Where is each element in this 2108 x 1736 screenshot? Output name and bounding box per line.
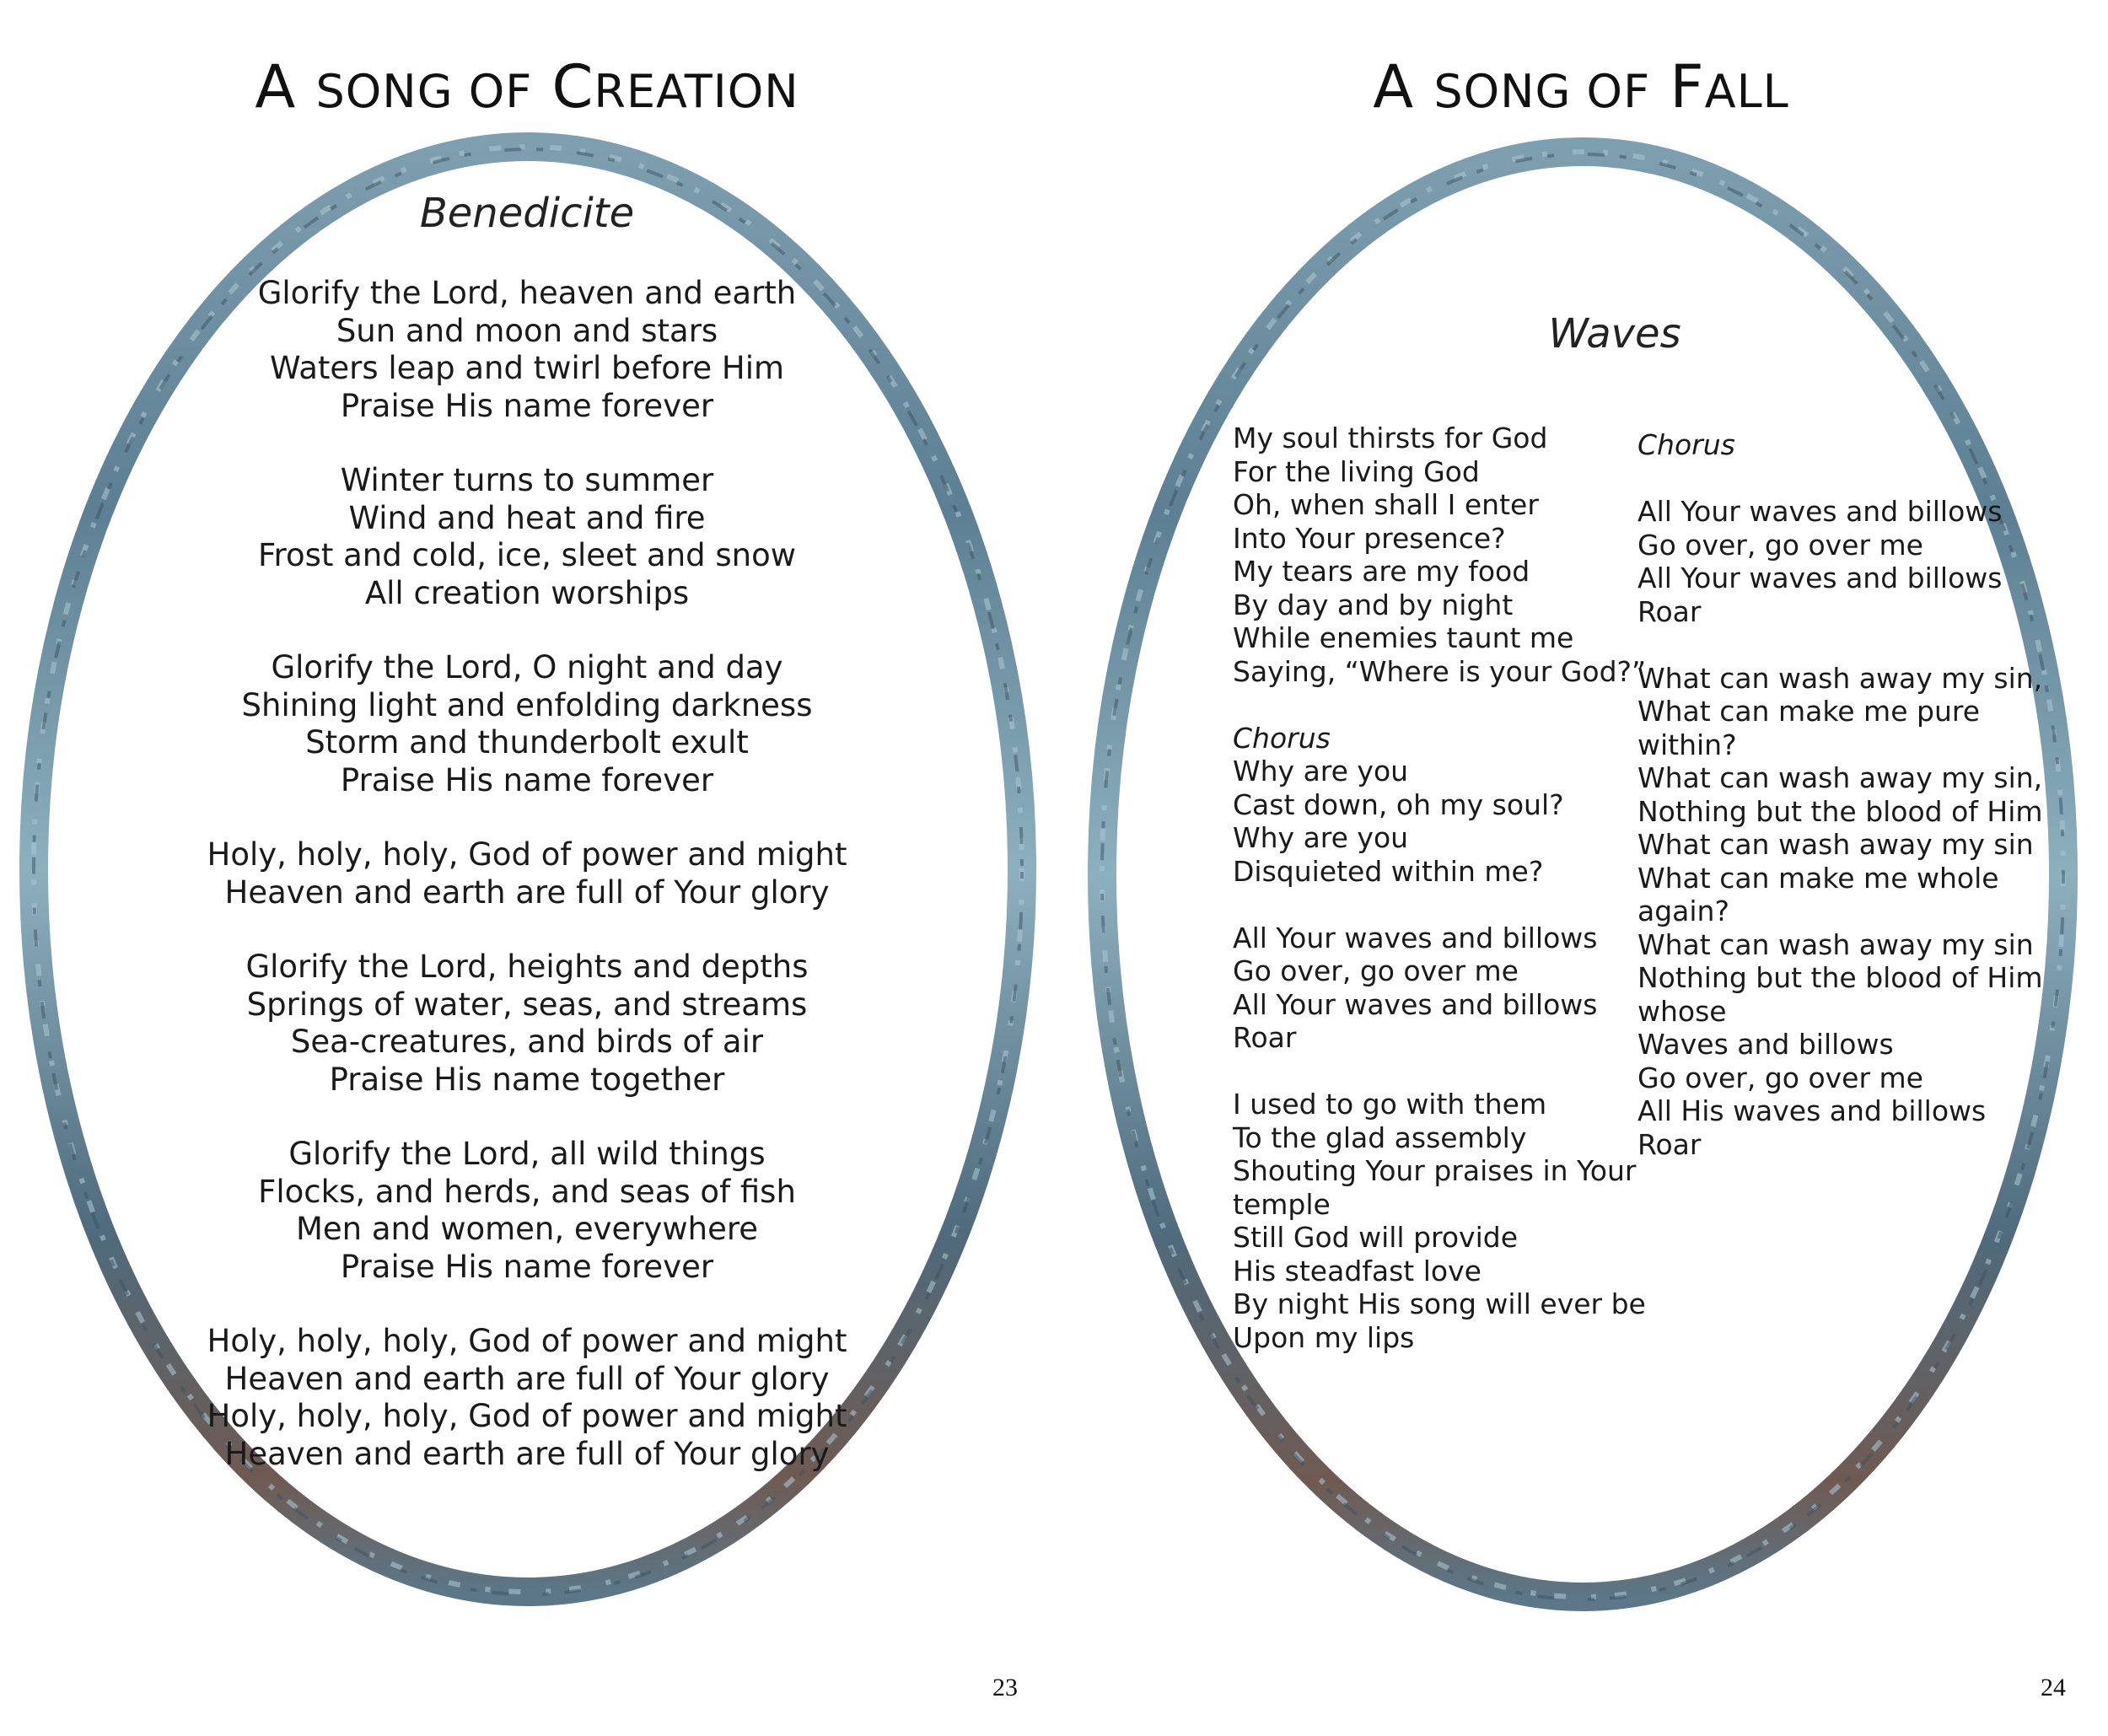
stanza (169, 462, 885, 612)
lyric-line: Nothing but the blood of Him (1637, 794, 2043, 828)
lyric-line: Sea-creatures, and birds of air (290, 1024, 764, 1060)
title-word-cap: C (551, 52, 594, 121)
lyric-line: Springs of water, seas, and streams (246, 986, 808, 1023)
lyric-line: Upon my lips (1233, 1320, 1415, 1354)
chorus-label: Chorus (1637, 428, 1735, 461)
stanza-gap (1233, 888, 1646, 922)
lyric-line: All Your waves and billows (1637, 495, 2003, 528)
lyric-line: What can wash away my sin, (1637, 761, 2043, 794)
lyric-line: Praise His name together (329, 1061, 725, 1098)
lyric-line: To the glad assembly (1233, 1121, 1527, 1154)
lyric-line: I used to go with them (1233, 1088, 1547, 1121)
lyric-line: All Your waves and billows (1637, 562, 2003, 594)
lyric-line: again? (1637, 895, 1729, 927)
lyric-line: Go over, go over me (1637, 528, 1923, 562)
benedicite-lyrics (169, 275, 885, 1510)
lyric-line: What can make me whole (1637, 861, 1999, 895)
waves-right-column (1637, 428, 2043, 1161)
lyric-line: All Your waves and billows (1233, 987, 1598, 1021)
stanza (169, 836, 885, 911)
lyric-line: Heaven and earth are full of Your glory (224, 1435, 830, 1472)
lyric-line: Waves and billows (1637, 1028, 1894, 1061)
lyric-line: Praise His name forever (340, 1248, 714, 1285)
song-title-benedicite: Benedicite (419, 190, 635, 237)
lyric-line: By day and by night (1233, 588, 1514, 621)
lyric-line: Men and women, everywhere (295, 1211, 759, 1247)
lyric-line: Oh, when shall I enter (1233, 488, 1539, 521)
lyric-line: Go over, go over me (1637, 1061, 1923, 1094)
lyric-line: Waters leap and twirl before Him (269, 350, 785, 386)
lyric-line: Praise His name forever (340, 387, 714, 424)
lyric-line: within? (1637, 728, 1737, 761)
stanza-gap (1233, 688, 1646, 722)
lyric-line: Heaven and earth are full of Your glory (224, 873, 830, 911)
lyric-line: All Your waves and billows (1233, 921, 1598, 954)
lyric-line: For the living God (1233, 454, 1480, 488)
lyric-line: whose (1637, 994, 1727, 1028)
lyric-line: Into Your presence? (1233, 521, 1506, 555)
lyric-line: temple (1233, 1187, 1331, 1221)
lyric-line: Storm and thunderbolt exult (305, 724, 749, 761)
lyric-line: What can wash away my sin (1637, 828, 2034, 861)
title-cap: A (1373, 52, 1415, 121)
lyric-line: My soul thirsts for God (1233, 422, 1548, 454)
stanza-gap (1637, 462, 2043, 496)
title-small-caps: SONG OF (315, 65, 533, 118)
stanza-gap (1637, 628, 2043, 662)
lyric-line: Holy, holy, holy, God of power and might (207, 1398, 847, 1434)
lyric-line: Cast down, oh my soul? (1233, 787, 1564, 821)
lyric-line: Flocks, and herds, and seas of fish (258, 1173, 796, 1210)
lyric-line: Still God will provide (1233, 1221, 1518, 1254)
lyric-line: Shouting Your praises in Your (1233, 1154, 1637, 1187)
lyric-line: Why are you (1233, 755, 1409, 787)
title-cap: A (255, 52, 297, 121)
lyric-line: Disquieted within me? (1233, 854, 1544, 888)
lyric-line: Frost and cold, ice, sleet and snow (257, 537, 797, 573)
lyric-line: Holy, holy, holy, God of power and might (207, 1323, 847, 1359)
lyric-line: Holy, holy, holy, God of power and might (207, 836, 847, 873)
lyric-line: Roar (1233, 1021, 1297, 1054)
lyric-line: Glorify the Lord, heights and depths (245, 949, 809, 985)
song-title-waves: Waves (1548, 310, 1681, 357)
title-word-cap: F (1670, 52, 1705, 121)
lyric-line: What can wash away my sin (1637, 927, 2034, 961)
lyric-line: Wind and heat and fire (348, 499, 706, 536)
lyric-line: Nothing but the blood of Him (1637, 961, 2043, 994)
waves-left-column (1233, 422, 1646, 1354)
lyric-line: What can wash away my sin, (1637, 661, 2043, 695)
lyric-line: Praise His name forever (340, 761, 714, 798)
stanza (169, 1136, 885, 1286)
lyric-line: While enemies taunt me (1233, 621, 1574, 654)
lyric-line: My tears are my food (1233, 555, 1530, 588)
lyric-line: His steadfast love (1233, 1254, 1482, 1287)
stanza (169, 949, 885, 1099)
lyric-line: All His waves and billows (1637, 1094, 1987, 1127)
stanza (169, 649, 885, 799)
title-word-rest: REATION (594, 65, 799, 118)
lyric-line: Glorify the Lord, O night and day (271, 649, 783, 685)
lyric-line: Go over, go over me (1233, 954, 1519, 987)
stanza-gap (1233, 1055, 1646, 1088)
lyric-line: Why are you (1233, 821, 1409, 854)
lyric-line: Saying, “Where is your God?” (1233, 654, 1647, 688)
lyric-line: Roar (1637, 594, 1702, 628)
chorus-label: Chorus (1233, 721, 1331, 755)
lyric-line: By night His song will ever be (1233, 1287, 1646, 1320)
right-page (1054, 0, 2108, 1736)
lyric-line: Winter turns to summer (340, 462, 714, 498)
page-number: 24 (2041, 1674, 2066, 1701)
lyric-line: All creation worships (364, 574, 690, 611)
stanza (169, 275, 885, 425)
stanza (169, 1323, 885, 1473)
lyric-line: Sun and moon and stars (336, 312, 718, 349)
title-small-caps: SONG OF (1433, 65, 1651, 118)
lyric-line: What can make me pure (1637, 695, 1981, 728)
lyric-line: Glorify the Lord, heaven and earth (257, 275, 797, 311)
title-word-rest: ALL (1704, 65, 1789, 118)
lyric-line: Heaven and earth are full of Your glory (224, 1360, 830, 1397)
lyric-line: Roar (1637, 1127, 1702, 1161)
page-number: 23 (992, 1674, 1018, 1701)
lyric-line: Shining light and enfolding darkness (241, 686, 813, 723)
lyric-line: Glorify the Lord, all wild things (288, 1136, 766, 1172)
